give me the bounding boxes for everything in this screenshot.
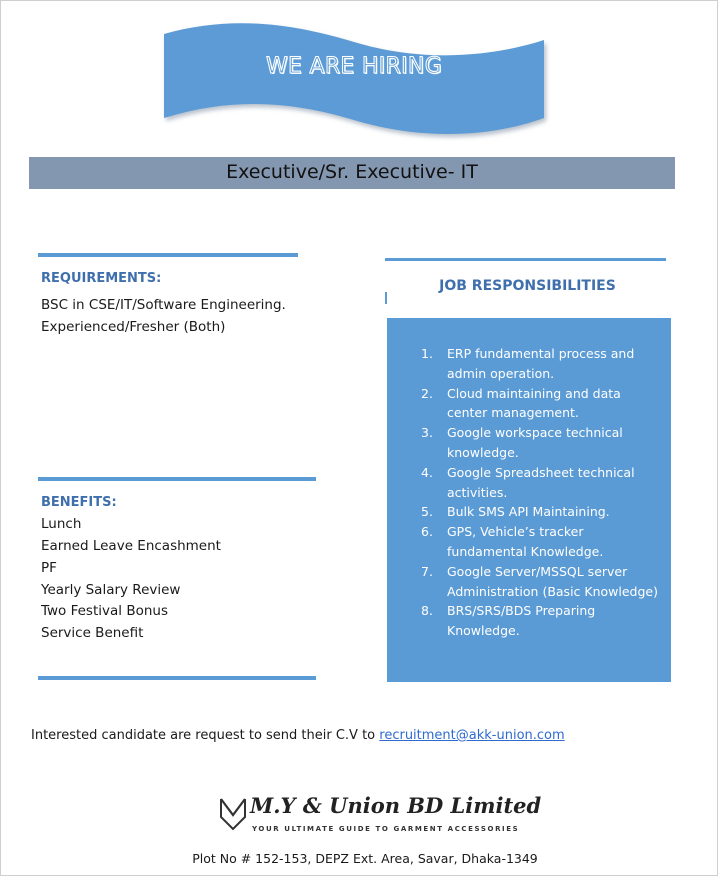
- item-text: Google Server/MSSQL server Administration (Basic Knowledge): [447, 563, 658, 599]
- responsibilities-list: [387, 344, 671, 641]
- item-number: 2.: [421, 385, 433, 401]
- apply-instructions: [31, 728, 565, 743]
- responsibilities-box: [387, 318, 671, 682]
- responsibility-item: [387, 344, 671, 384]
- benefit-item: Earned Leave Encashment: [41, 538, 221, 554]
- responsibility-item: [387, 423, 671, 463]
- item-number: 6.: [421, 524, 433, 540]
- position-title-bar: [29, 157, 675, 189]
- responsibility-item: [387, 562, 671, 602]
- responsibilities-heading: JOB RESPONSIBILITIES: [439, 278, 616, 294]
- requirements-top-rule: [38, 253, 298, 257]
- position-title: Executive/Sr. Executive- IT: [226, 161, 478, 183]
- benefits-top-rule: [38, 477, 316, 481]
- requirement-item: Experienced/Fresher (Both): [41, 319, 226, 335]
- responsibility-item: [387, 384, 671, 424]
- banner-title: WE ARE HIRING: [265, 54, 443, 79]
- responsibility-item: [387, 502, 671, 522]
- benefit-item: Service Benefit: [41, 625, 144, 641]
- company-tagline: YOUR ULTIMATE GUIDE TO GARMENT ACCESSORIES: [252, 825, 520, 833]
- item-number: 4.: [421, 464, 433, 480]
- my-monogram-icon: [219, 795, 247, 831]
- item-text: Cloud maintaining and data center management.: [447, 385, 621, 421]
- benefit-item: Yearly Salary Review: [41, 582, 181, 598]
- responsibility-item: [387, 601, 671, 641]
- company-name: M.Y & Union BD Limited: [250, 793, 542, 818]
- benefit-item: PF: [41, 560, 57, 576]
- item-text: BRS/SRS/BDS Preparing Knowledge.: [447, 603, 596, 639]
- responsibility-item: [387, 463, 671, 503]
- benefit-item: Two Festival Bonus: [41, 603, 168, 619]
- item-text: Google workspace technical knowledge.: [447, 425, 623, 460]
- responsibilities-top-rule: [385, 258, 666, 261]
- hiring-banner: [158, 14, 550, 142]
- item-number: 3.: [421, 425, 433, 441]
- item-text: Google Spreadsheet technical activities.: [447, 464, 635, 500]
- item-text: GPS, Vehicle’s tracker fundamental Knowledge.: [447, 524, 604, 559]
- benefits-heading: BENEFITS:: [41, 495, 117, 510]
- item-number: 8.: [421, 603, 433, 619]
- item-number: 1.: [421, 346, 433, 361]
- email-link[interactable]: recruitment@akk-union.com: [379, 728, 565, 743]
- company-address: Plot No # 152-153, DEPZ Ext. Area, Savar, Dhaka-1349: [192, 851, 538, 866]
- item-text: ERP fundamental process and admin operation.: [447, 346, 635, 381]
- requirement-item: BSC in CSE/IT/Software Engineering.: [41, 297, 286, 313]
- item-text: Bulk SMS API Maintaining.: [447, 504, 610, 520]
- apply-text: Interested candidate are request to send their C.V to: [31, 728, 380, 743]
- responsibility-item: [387, 522, 671, 562]
- benefits-bottom-rule: [38, 676, 316, 680]
- item-number: 5.: [421, 504, 433, 520]
- item-number: 7.: [421, 563, 433, 579]
- requirements-heading: REQUIREMENTS:: [41, 271, 162, 286]
- benefit-item: Lunch: [41, 516, 82, 532]
